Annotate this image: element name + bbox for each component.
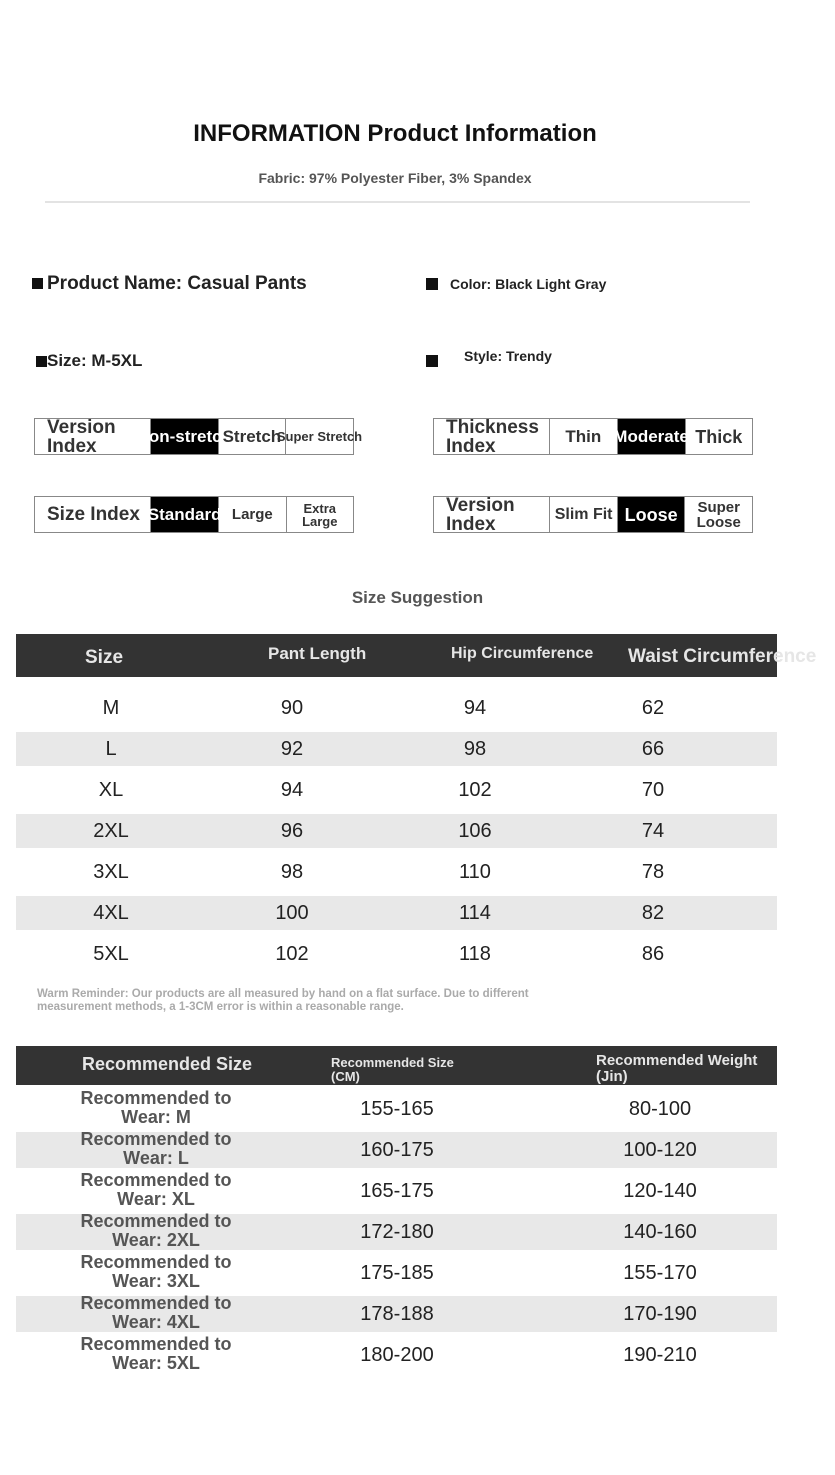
height-range: 175-185 bbox=[360, 1262, 434, 1284]
color-value: Color: Black Light Gray bbox=[450, 276, 607, 292]
height-range: 178-188 bbox=[360, 1303, 434, 1325]
index-option: Moderate bbox=[618, 419, 686, 454]
table-cell: XL bbox=[98, 779, 124, 801]
index-option: Large bbox=[219, 497, 286, 532]
table-cell: 98 bbox=[280, 861, 304, 883]
header-hip: Hip Circumference bbox=[451, 645, 594, 662]
recommended-size-label: Recommended to Wear: M bbox=[80, 1088, 232, 1127]
table-cell: 66 bbox=[641, 738, 665, 760]
index-option: Thin bbox=[550, 419, 617, 454]
table-row bbox=[16, 1088, 777, 1127]
index-label: Version Index bbox=[35, 419, 151, 454]
style-line bbox=[426, 348, 552, 367]
weight-range: 190-210 bbox=[623, 1344, 697, 1366]
header-recommended-weight: Recommended Weight (Jin) bbox=[596, 1052, 758, 1085]
index-option: Non-stretch bbox=[151, 419, 219, 454]
index-option: Standard bbox=[151, 497, 219, 532]
page-title: INFORMATION Product Information bbox=[193, 120, 597, 147]
recommended-size-label: Recommended to Wear: 2XL bbox=[80, 1211, 232, 1250]
index-option: Stretch bbox=[219, 419, 286, 454]
table-cell: 102 bbox=[275, 943, 309, 965]
index-option: Loose bbox=[618, 497, 686, 532]
table-cell: 98 bbox=[463, 738, 487, 760]
recommended-size-label: Recommended to Wear: L bbox=[80, 1129, 232, 1168]
table-cell: 86 bbox=[641, 943, 665, 965]
index-option: Extra Large bbox=[302, 500, 338, 529]
table-cell: 94 bbox=[280, 779, 304, 801]
size-range: Size: M-5XL bbox=[47, 351, 143, 370]
header-size: Size bbox=[85, 647, 124, 668]
table-row bbox=[16, 1211, 777, 1250]
height-range: 180-200 bbox=[360, 1344, 434, 1366]
height-range: 160-175 bbox=[360, 1139, 434, 1161]
size-table-header bbox=[16, 634, 817, 677]
table-cell: 92 bbox=[280, 738, 304, 760]
table-cell: 74 bbox=[641, 820, 665, 842]
header-divider bbox=[45, 201, 750, 203]
table-cell: 62 bbox=[641, 697, 665, 719]
table-row bbox=[16, 773, 777, 807]
thickness-index bbox=[433, 418, 753, 455]
index-label: Version Index bbox=[434, 497, 550, 532]
fabric-info: Fabric: 97% Polyester Fiber, 3% Spandex bbox=[258, 170, 532, 186]
table-row bbox=[16, 691, 777, 725]
table-cell: 4XL bbox=[93, 902, 129, 924]
height-range: 172-180 bbox=[360, 1221, 434, 1243]
color-line bbox=[426, 276, 606, 292]
table-cell: 5XL bbox=[93, 943, 129, 965]
recommended-size-label: Recommended to Wear: 4XL bbox=[80, 1293, 232, 1332]
size-index bbox=[34, 496, 354, 533]
header-recommended-cm: Recommended Size (CM) bbox=[331, 1055, 454, 1084]
weight-range: 170-190 bbox=[623, 1303, 697, 1325]
weight-range: 80-100 bbox=[628, 1098, 692, 1120]
table-cell: 114 bbox=[459, 902, 491, 924]
table-cell: 3XL bbox=[93, 861, 129, 883]
index-option: Super Loose bbox=[696, 498, 741, 531]
table-row bbox=[16, 814, 777, 848]
table-cell: L bbox=[105, 738, 117, 760]
product-name-line bbox=[32, 273, 307, 295]
weight-range: 120-140 bbox=[623, 1180, 697, 1202]
square-bullet-icon bbox=[426, 278, 438, 290]
table-cell: 78 bbox=[641, 861, 665, 883]
table-row bbox=[16, 937, 777, 971]
table-cell: 2XL bbox=[93, 820, 129, 842]
weight-range: 100-120 bbox=[623, 1139, 697, 1161]
header-pant-length: Pant Length bbox=[268, 644, 367, 663]
index-option: Super Stretch bbox=[276, 429, 363, 444]
table-row bbox=[16, 1252, 777, 1291]
table-row bbox=[16, 855, 777, 889]
table-cell: 96 bbox=[280, 820, 304, 842]
table-cell: 70 bbox=[641, 779, 665, 801]
table-cell: 82 bbox=[641, 902, 665, 924]
recommended-size-label: Recommended to Wear: XL bbox=[80, 1170, 232, 1209]
index-label: Thickness Index bbox=[434, 419, 550, 454]
warm-reminder: Warm Reminder: Our products are all measured by hand on a flat surface. Due to different measurement methods, a 1-3CM error is within a reasonable range. bbox=[37, 988, 529, 1013]
size-line bbox=[36, 351, 142, 371]
height-range: 155-165 bbox=[360, 1098, 434, 1120]
stretch-index bbox=[34, 416, 363, 457]
table-row bbox=[16, 1293, 777, 1332]
header-waist: Waist Circumference bbox=[628, 646, 817, 667]
recommended-size-label: Recommended to Wear: 3XL bbox=[80, 1252, 232, 1291]
table-row bbox=[16, 896, 777, 930]
table-cell: 118 bbox=[459, 943, 491, 965]
table-cell: 106 bbox=[458, 820, 492, 842]
table-cell: M bbox=[102, 697, 120, 719]
weight-range: 140-160 bbox=[623, 1221, 697, 1243]
table-cell: 94 bbox=[463, 697, 487, 719]
square-bullet-icon bbox=[36, 356, 47, 367]
recommend-table-header bbox=[16, 1046, 777, 1085]
index-option: Thick bbox=[695, 426, 743, 447]
table-cell: 100 bbox=[275, 902, 309, 924]
table-row bbox=[16, 1129, 777, 1168]
index-option: Slim Fit bbox=[550, 497, 618, 532]
table-cell: 110 bbox=[459, 861, 491, 883]
style-value: Style: Trendy bbox=[464, 348, 552, 364]
recommended-size-label: Recommended to Wear: 5XL bbox=[80, 1334, 232, 1373]
product-name: Product Name: Casual Pants bbox=[47, 273, 307, 294]
table-row bbox=[16, 1170, 777, 1209]
size-suggestion-title: Size Suggestion bbox=[351, 588, 484, 607]
height-range: 165-175 bbox=[360, 1180, 434, 1202]
weight-range: 155-170 bbox=[623, 1262, 697, 1284]
square-bullet-icon bbox=[32, 278, 43, 289]
table-cell: 102 bbox=[458, 779, 492, 801]
header-recommended-size: Recommended Size bbox=[82, 1054, 253, 1074]
square-bullet-icon bbox=[426, 355, 438, 367]
table-row bbox=[16, 1334, 777, 1373]
table-row bbox=[16, 732, 777, 766]
table-cell: 90 bbox=[280, 697, 304, 719]
index-label: Size Index bbox=[35, 497, 151, 532]
fit-index bbox=[433, 496, 753, 533]
